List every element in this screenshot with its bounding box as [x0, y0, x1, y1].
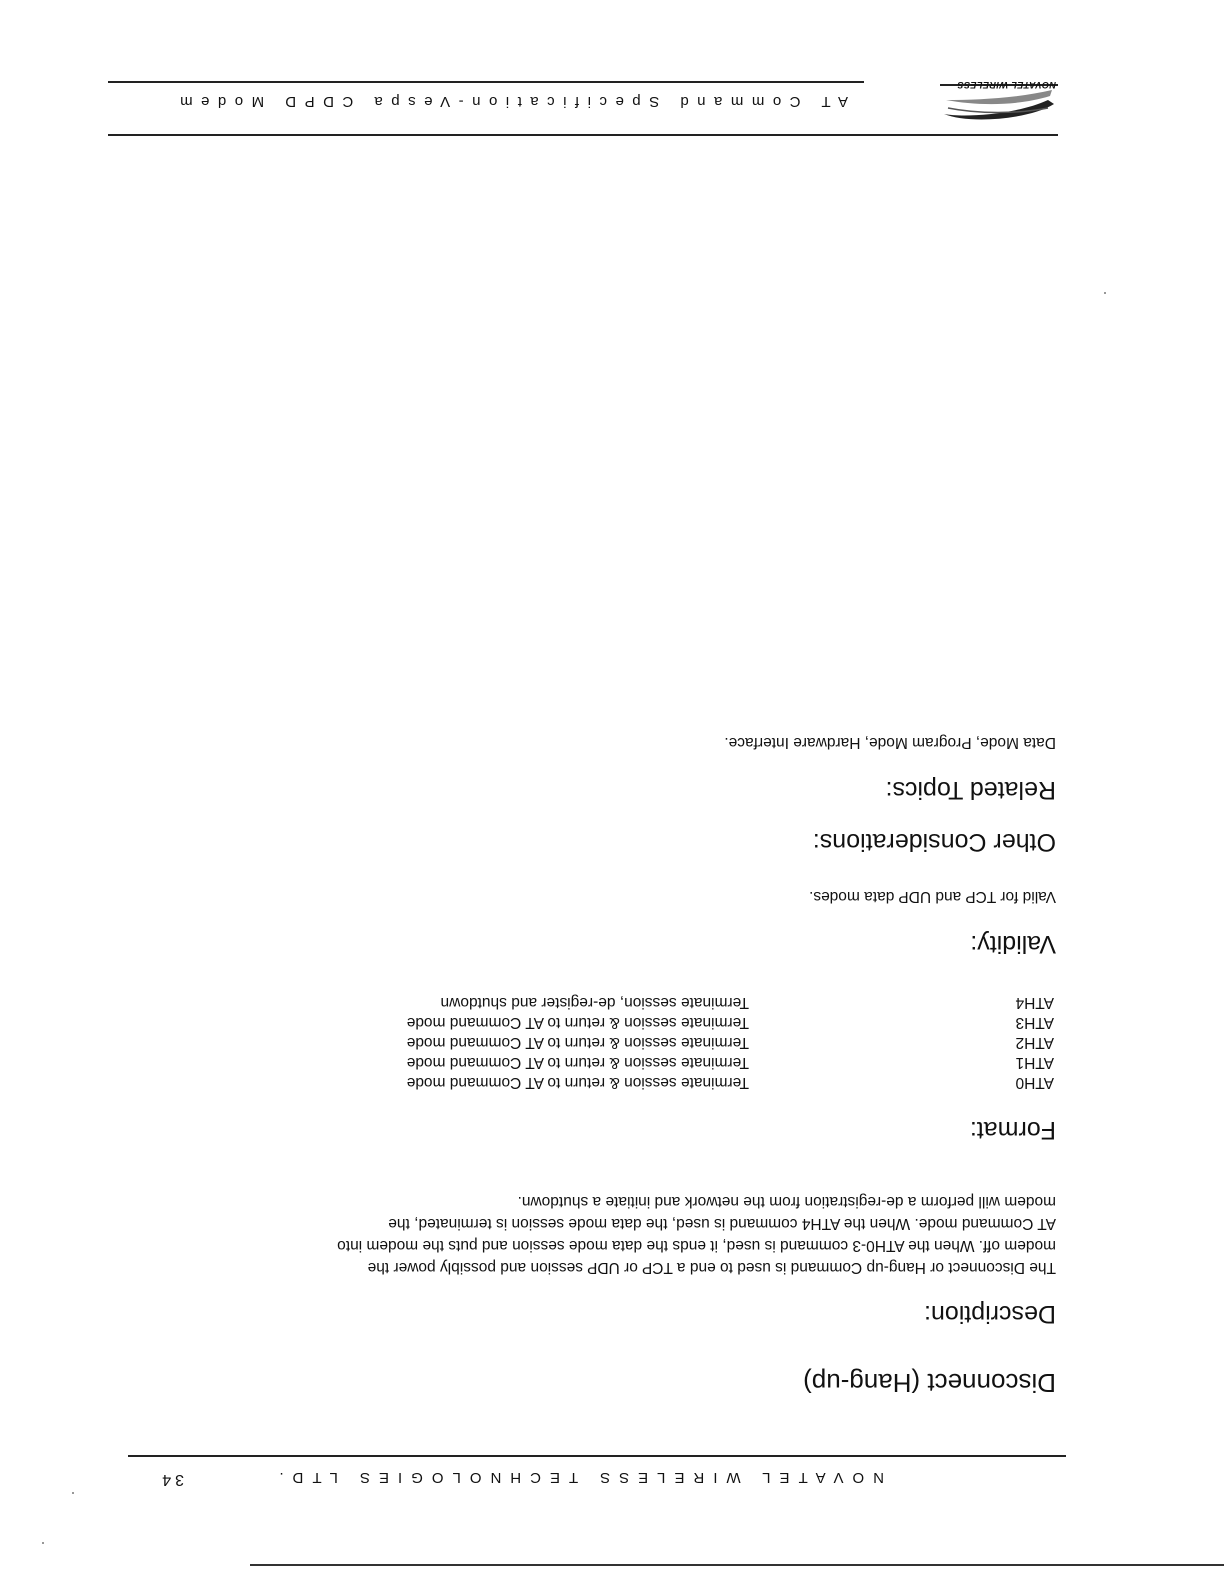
scan-speck: [42, 1542, 44, 1544]
footer-page-number: 34: [158, 1471, 184, 1488]
command-description: Terminate session & return to AT Command mode: [406, 1074, 749, 1091]
validity-text: Valid for TCP and UDP data modes.: [809, 888, 1056, 905]
related-topics-text: Data Mode, Program Mode, Hardware Interface.: [724, 734, 1056, 751]
company-logo: [940, 78, 1058, 122]
validity-heading: Validity:: [970, 930, 1056, 958]
command-row: [407, 992, 1054, 1012]
description-line: The Disconnect or Hang-up Command is used to end a TCP or UDP session and possibly power the: [367, 1259, 1056, 1276]
description-line: modem will perform a de-registration from the network and initiate a shutdown.: [517, 1193, 1056, 1210]
command-code: ATH0: [1015, 1074, 1054, 1091]
command-row: [407, 1012, 1054, 1032]
related-topics-heading: Related Topics:: [885, 776, 1056, 804]
command-code: ATH3: [1015, 1014, 1054, 1031]
description-line: AT Command mode. When the ATH4 command is used, the data mode session is terminated, the: [388, 1215, 1056, 1232]
format-heading: Format:: [969, 1116, 1056, 1144]
scan-speck: [1104, 292, 1106, 294]
command-code: ATH2: [1015, 1034, 1054, 1051]
command-description: Terminate session, de-register and shutdown: [440, 994, 749, 1011]
header-rule-top-right: [108, 81, 864, 83]
header-rule-bottom: [108, 134, 1058, 136]
scan-speck: [72, 1492, 74, 1494]
description-heading: Description:: [924, 1300, 1056, 1328]
command-description: Terminate session & return to AT Command mode: [406, 1014, 749, 1031]
command-row: [407, 1072, 1054, 1092]
command-row: [407, 1032, 1054, 1052]
command-row: [407, 1052, 1054, 1072]
section-title: Disconnect (Hang-up): [803, 1368, 1056, 1398]
command-description: Terminate session & return to AT Command mode: [406, 1054, 749, 1071]
footer-company: NOVATEL WIRELESS TECHNOLOGIES LTD.: [270, 1469, 884, 1486]
command-code: ATH1: [1015, 1054, 1054, 1071]
footer-rule: [128, 1455, 1066, 1457]
scan-edge-line: [250, 1564, 1224, 1566]
other-considerations-heading: Other Considerations:: [812, 828, 1056, 856]
description-text: [130, 1190, 1056, 1278]
format-command-list: [407, 992, 1054, 1092]
swoosh-icon: [940, 86, 1058, 122]
command-description: Terminate session & return to AT Command mode: [406, 1034, 749, 1051]
command-code: ATH4: [1015, 994, 1054, 1011]
description-line: modem off. When the ATH0-3 command is used, it ends the data mode session and puts the modem into: [337, 1237, 1056, 1254]
logo-brand-text: NOVATEL WIRELESS: [956, 80, 1056, 90]
header-running-title: AT Command Specification-Vespa CDPD Modem: [171, 93, 848, 110]
